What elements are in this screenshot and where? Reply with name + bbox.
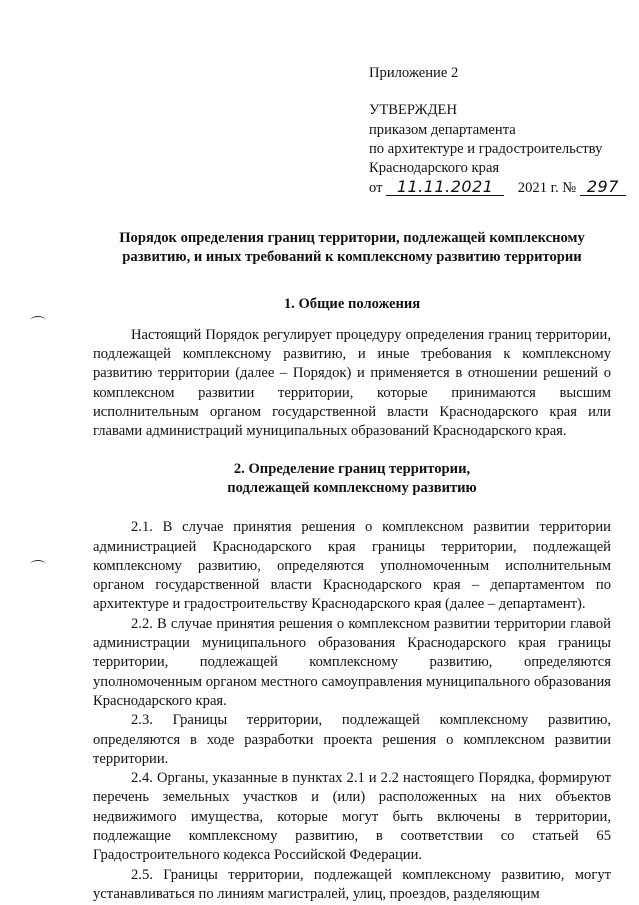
approval-block — [369, 64, 631, 199]
clause-2-3: 2.3. Границы территории, подлежащей комплексному развитию, определяются в ходе разработки проекта решения о комплексном развитии территории. — [93, 712, 611, 767]
heading-line: 2. Определение границ территории, — [233, 460, 471, 477]
document-title — [93, 229, 611, 268]
clause-2-1: 2.1. В случае принятия решения о комплексном развитии территории администрацией Краснодарского края границы территории, подлежащей комплексному развитию, определяются уполномоченным исполнительным органом государственной власти Краснодарского края – департаментом по архитектуре и градостроительству Краснодарского края (далее – департамент). — [93, 519, 611, 613]
order-line: приказом департамента — [369, 121, 516, 138]
document-body — [93, 229, 611, 904]
appendix-label: Приложение 2 — [369, 65, 459, 81]
section-1-paragraph: Настоящий Порядок регулирует процедуру определения границ территории, подлежащей комплексному развитию, и иные требования к комплексному развитию территории (далее – Порядок) и применяется в отношении решений о комплексном развитии территории, которые принимаются высшим исполнительным органом государственной власти Краснодарского края или главами администраций муниципальных образований Краснодарского края. — [93, 326, 611, 440]
handwritten-date: 11.11.2021 — [386, 178, 504, 196]
handwritten-number: 297 — [580, 178, 626, 196]
approved-label: УТВЕРЖДЕН — [369, 102, 457, 119]
order-date-line — [369, 178, 631, 198]
clause-2-5: 2.5. Границы территории, подлежащей комплексному развитию, могут устанавливаться по линиям магистралей, улиц, проездов, разделяющим — [93, 866, 611, 902]
order-line: по архитектуре и градостроительству — [369, 140, 603, 157]
heading-line: подлежащей комплексному развитию — [227, 479, 477, 496]
order-line: Краснодарского края — [369, 160, 500, 177]
margin-mark — [30, 316, 46, 325]
title-line: Порядок определения границ территории, подлежащей комплексному — [119, 230, 585, 246]
title-line: развитию, и иных требований к комплексному развитию территории — [122, 249, 582, 266]
section-2-heading — [93, 460, 611, 499]
year-suffix: 2021 г. № — [517, 180, 577, 197]
clause-2-4: 2.4. Органы, указанные в пунктах 2.1 и 2.2 настоящего Порядка, формируют перечень земельных участков и (или) расположенных на них объектов недвижимого имущества, которые могут быть включены в территории, подлежащие комплексному развитию, в соответствии со статьей 65 Градостроительного кодекса Российской Федерации. — [93, 770, 611, 864]
section-1-heading: 1. Общие положения — [283, 295, 421, 312]
margin-mark — [30, 560, 46, 569]
clause-2-2: 2.2. В случае принятия решения о комплексном развитии территории главой администрации муниципального образования Краснодарского края границы территории, подлежащей комплексному развитию, определяются уполномоченным органом местного самоуправления муниципального образования Краснодарского края. — [93, 615, 611, 709]
date-prefix: от — [369, 180, 383, 197]
